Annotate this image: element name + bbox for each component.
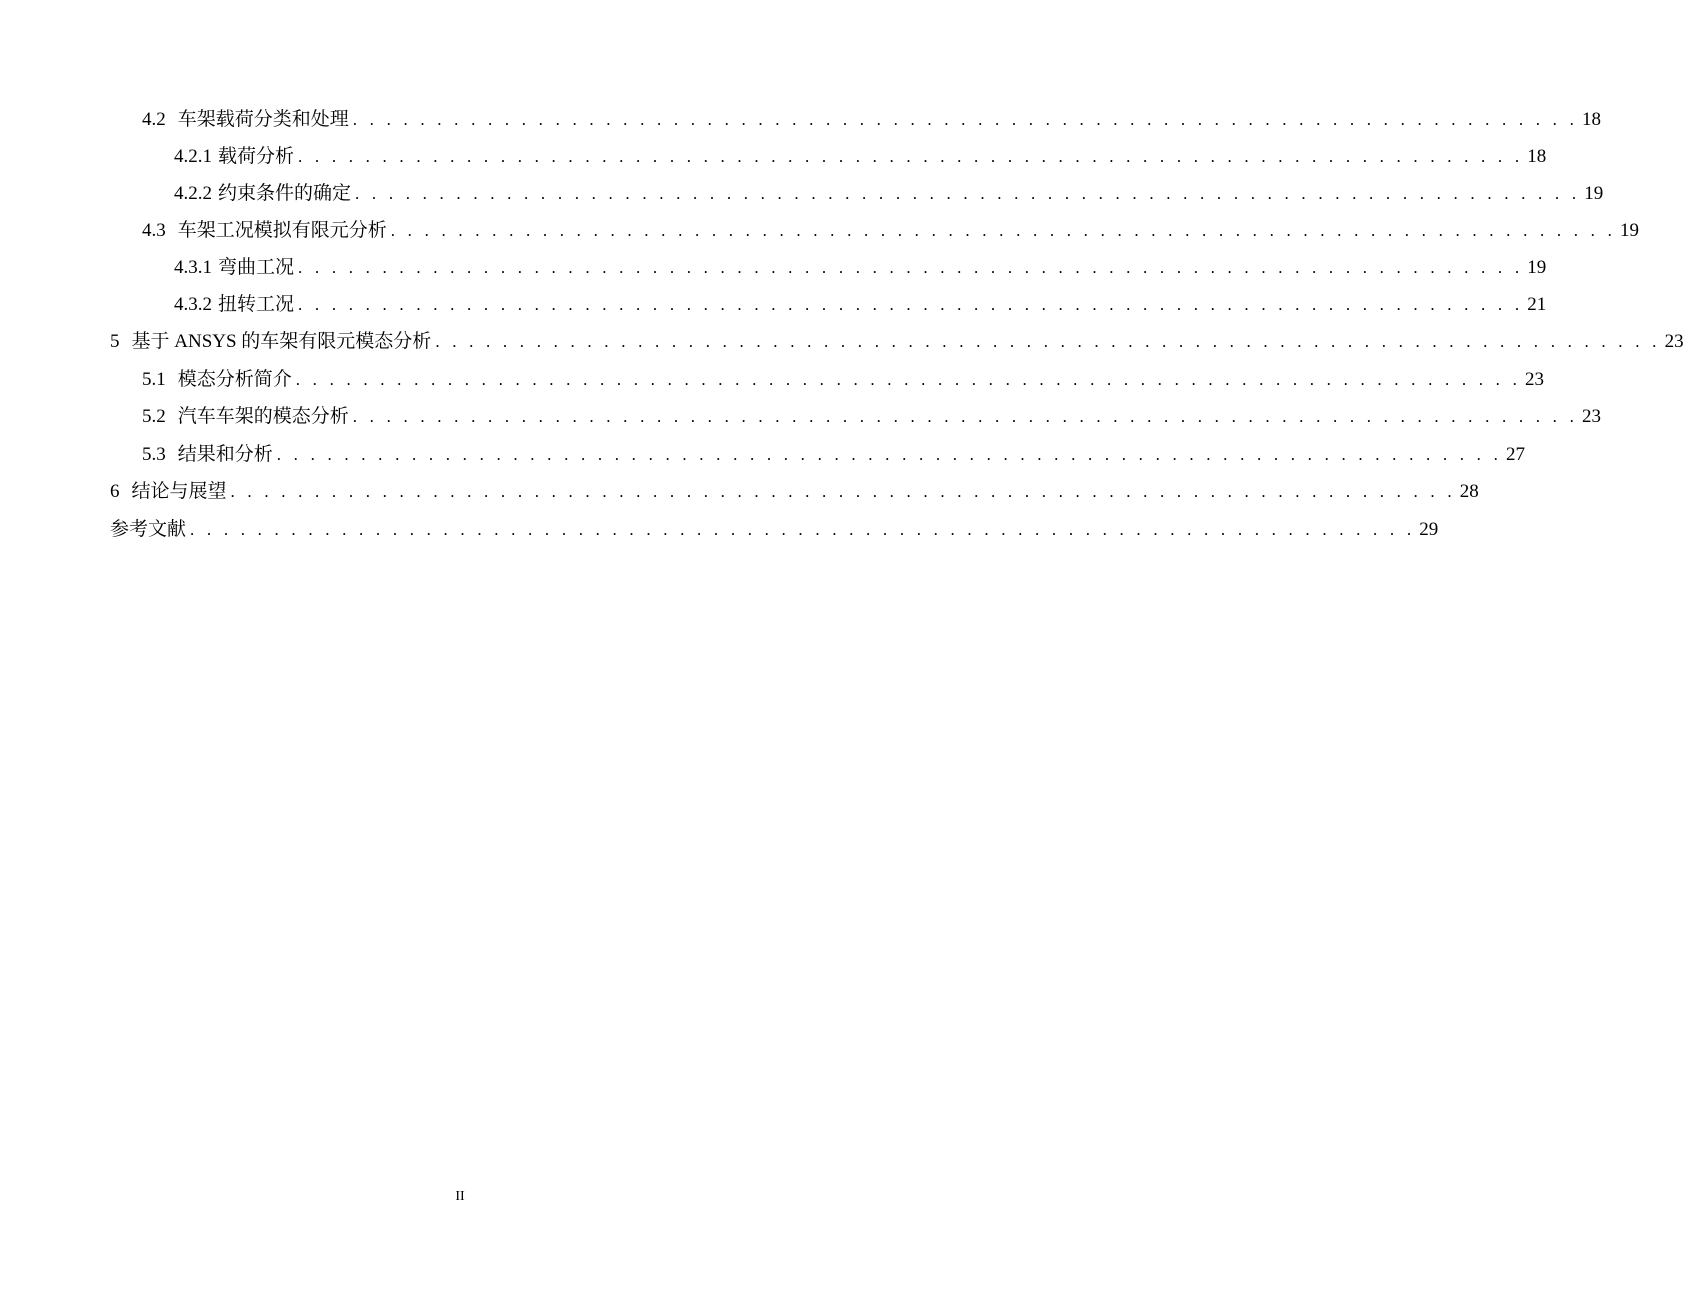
toc-entry-title: 结论与展望 <box>131 481 227 502</box>
toc-entry-page: 21 <box>1527 294 1547 315</box>
toc-entry-title: 汽车车架的模态分析 <box>177 406 349 427</box>
toc-entry[interactable] <box>142 436 1526 473</box>
toc-entry-page: 27 <box>1506 444 1526 465</box>
toc-entry[interactable] <box>110 511 1439 548</box>
toc-entry-leader: . . . . . . . . . . . . . . . . . . . . . . . . . . . . . . . . . . . . . . . . . . . . . . . . . . . . . . . . . . . . . . . . . . . . . . . . . <box>435 332 1661 351</box>
toc-entry-number: 5 <box>110 331 120 352</box>
toc-entry-number: 5.1 <box>142 369 166 390</box>
toc-entry-leader: . . . . . . . . . . . . . . . . . . . . . . . . . . . . . . . . . . . . . . . . . . . . . . . . . . . . . . . . . . . . . . . . . . . . . . . . . <box>352 110 1579 129</box>
toc-entry-page: 29 <box>1419 519 1439 540</box>
toc-entry-number: 6 <box>110 481 120 502</box>
toc-entry-title: 结果和分析 <box>177 444 273 465</box>
toc-entry-number: 5.3 <box>142 444 166 465</box>
toc-entry-page: 23 <box>1664 331 1684 352</box>
toc-entry-number: 4.2.1 <box>174 146 212 167</box>
toc-entry[interactable] <box>174 138 1547 175</box>
toc-entry-page: 18 <box>1527 146 1547 167</box>
toc-entry-page: 23 <box>1525 369 1545 390</box>
toc-entry-title: 车架载荷分类和处理 <box>177 109 349 130</box>
toc-entry-number: 4.3.2 <box>174 294 212 315</box>
toc-entry-title: 弯曲工况 <box>218 257 295 278</box>
toc-entry-title: 扭转工况 <box>218 294 295 315</box>
toc-entry-leader: . . . . . . . . . . . . . . . . . . . . . . . . . . . . . . . . . . . . . . . . . . . . . . . . . . . . . . . . . . . . . . . . . . . . . . . . . <box>276 445 1503 464</box>
toc-entry-title: 参考文献 <box>110 519 187 540</box>
toc-entry[interactable] <box>142 398 1602 435</box>
toc-entry-page: 19 <box>1527 257 1547 278</box>
toc-entry-leader: . . . . . . . . . . . . . . . . . . . . . . . . . . . . . . . . . . . . . . . . . . . . . . . . . . . . . . . . . . . . . . . . . . . . . . . . . <box>352 407 1579 426</box>
toc-entry-page: 28 <box>1459 481 1479 502</box>
toc-entry-number: 4.3 <box>142 220 166 241</box>
toc-entry[interactable] <box>142 101 1602 138</box>
toc-entry-leader: . . . . . . . . . . . . . . . . . . . . . . . . . . . . . . . . . . . . . . . . . . . . . . . . . . . . . . . . . . . . . . . . . . . . . . . . . <box>390 221 1617 240</box>
toc-entry-leader: . . . . . . . . . . . . . . . . . . . . . . . . . . . . . . . . . . . . . . . . . . . . . . . . . . . . . . . . . . . . . . . . . . . . . . . . . <box>295 370 1522 389</box>
toc-entry-number: 4.2.2 <box>174 183 212 204</box>
toc-entry[interactable] <box>110 473 1479 510</box>
toc-entry[interactable] <box>142 212 1640 249</box>
toc-entry[interactable] <box>174 286 1547 323</box>
toc-entry-leader: . . . . . . . . . . . . . . . . . . . . . . . . . . . . . . . . . . . . . . . . . . . . . . . . . . . . . . . . . . . . . . . . . . . . . . . . . <box>355 184 1581 203</box>
toc-entry[interactable] <box>174 249 1547 286</box>
page-number: II <box>455 1189 465 1204</box>
toc-entry-number: 4.2 <box>142 109 166 130</box>
toc-entry-page: 23 <box>1582 406 1602 427</box>
toc-entry[interactable] <box>110 323 1684 360</box>
toc-entry-page: 18 <box>1582 109 1602 130</box>
toc-entry-number: 5.2 <box>142 406 166 427</box>
toc-entry-page: 19 <box>1584 183 1604 204</box>
toc-entry-leader: . . . . . . . . . . . . . . . . . . . . . . . . . . . . . . . . . . . . . . . . . . . . . . . . . . . . . . . . . . . . . . . . . . . . . . . . . <box>298 147 1524 166</box>
toc-entry-title: 约束条件的确定 <box>218 183 352 204</box>
toc-entry-leader: . . . . . . . . . . . . . . . . . . . . . . . . . . . . . . . . . . . . . . . . . . . . . . . . . . . . . . . . . . . . . . . . . . . . . . . . . <box>190 520 1416 539</box>
toc-entry-number: 4.3.1 <box>174 257 212 278</box>
toc-entry-leader: . . . . . . . . . . . . . . . . . . . . . . . . . . . . . . . . . . . . . . . . . . . . . . . . . . . . . . . . . . . . . . . . . . . . . . . . . <box>230 482 1456 501</box>
toc-entry[interactable] <box>174 175 1604 212</box>
toc-entry-title: 载荷分析 <box>218 146 295 167</box>
toc-entry[interactable] <box>142 361 1545 398</box>
toc-entry-title: 基于 ANSYS 的车架有限元模态分析 <box>131 331 432 352</box>
toc-entry-leader: . . . . . . . . . . . . . . . . . . . . . . . . . . . . . . . . . . . . . . . . . . . . . . . . . . . . . . . . . . . . . . . . . . . . . . . . . <box>298 258 1524 277</box>
toc-entry-title: 车架工况模拟有限元分析 <box>177 220 387 241</box>
toc-entry-title: 模态分析简介 <box>177 369 292 390</box>
toc-entry-page: 19 <box>1620 220 1640 241</box>
toc-entry-leader: . . . . . . . . . . . . . . . . . . . . . . . . . . . . . . . . . . . . . . . . . . . . . . . . . . . . . . . . . . . . . . . . . . . . . . . . . <box>298 295 1524 314</box>
